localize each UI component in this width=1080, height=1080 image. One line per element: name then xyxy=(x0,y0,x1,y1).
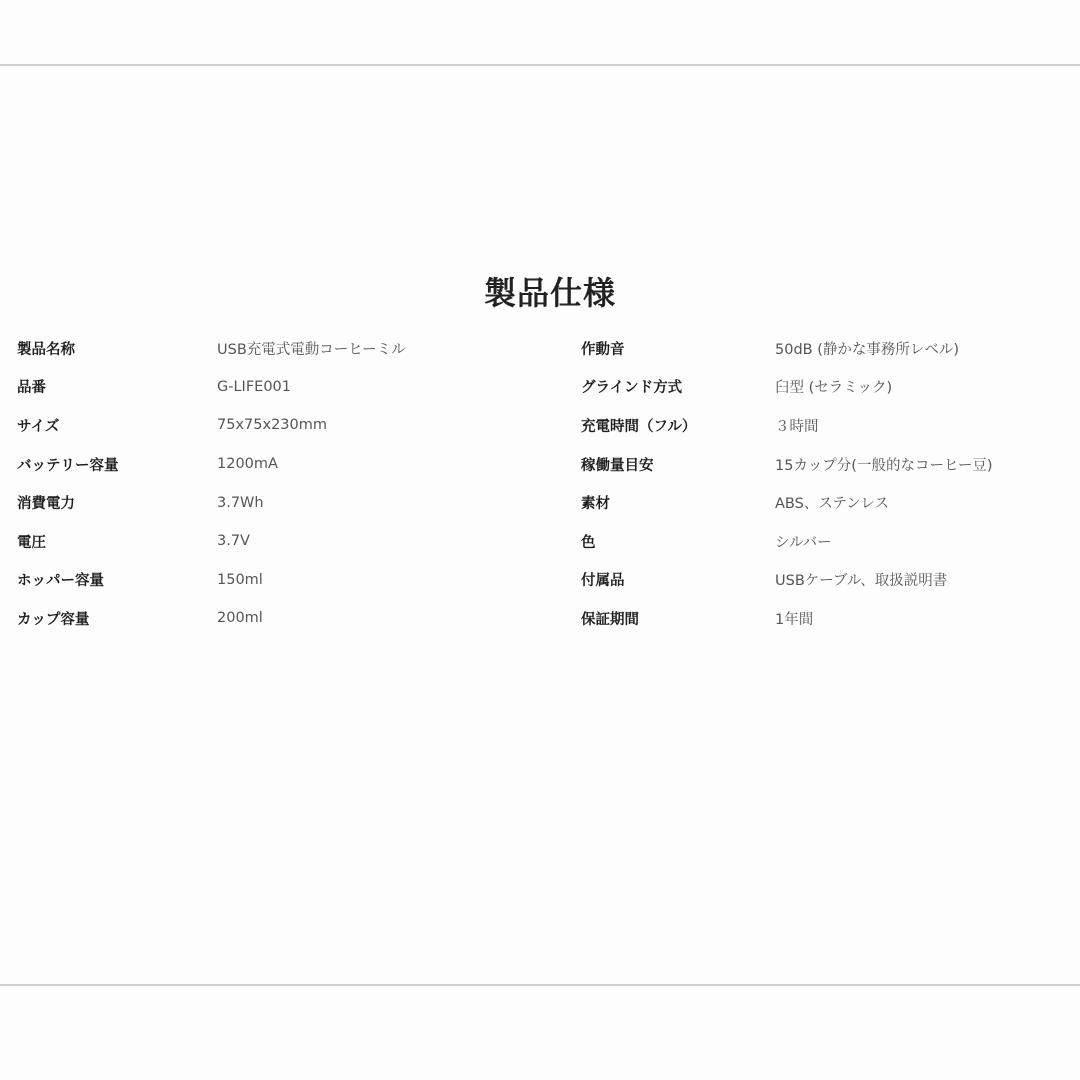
spec-label: サイズ xyxy=(17,418,60,435)
bottom-divider xyxy=(0,984,1080,986)
spec-row xyxy=(17,561,517,600)
spec-value: 1200mA xyxy=(217,456,278,473)
spec-label: バッテリー容量 xyxy=(17,457,119,474)
spec-label: グラインド方式 xyxy=(581,380,683,397)
spec-label: 消費電力 xyxy=(17,496,75,513)
spec-label: ホッパー容量 xyxy=(17,573,104,590)
spec-value: 3.7V xyxy=(217,533,250,550)
spec-value: 15カップ分(一般的なコーヒー豆) xyxy=(775,457,993,474)
spec-row xyxy=(581,329,1080,368)
spec-value: ３時間 xyxy=(775,418,819,435)
spec-label: 保証期間 xyxy=(581,611,639,628)
spec-row xyxy=(17,445,517,484)
spec-row xyxy=(17,368,517,407)
spec-value: 3.7Wh xyxy=(217,494,264,511)
spec-row xyxy=(581,445,1080,484)
spec-label: 作動音 xyxy=(581,341,625,358)
spec-value: 臼型 (セラミック) xyxy=(775,380,893,397)
spec-label: 充電時間（フル） xyxy=(581,418,697,435)
spec-row xyxy=(581,522,1080,561)
spec-label: 電圧 xyxy=(17,534,46,551)
page-title: 製品仕様 xyxy=(483,274,616,312)
spec-row xyxy=(581,406,1080,445)
spec-value: G-LIFE001 xyxy=(217,378,292,395)
spec-value: USBケーブル、取扱説明書 xyxy=(775,573,948,590)
spec-label: 付属品 xyxy=(581,573,625,590)
spec-row xyxy=(581,561,1080,600)
spec-value: USB充電式電動コーヒーミル xyxy=(217,341,406,358)
spec-row xyxy=(17,483,517,522)
spec-value: 200ml xyxy=(217,610,263,627)
spec-row xyxy=(17,406,517,445)
spec-label: 色 xyxy=(581,534,596,551)
spec-value: 1年間 xyxy=(775,611,814,628)
spec-row xyxy=(17,599,517,638)
spec-value: ABS、ステンレス xyxy=(775,496,890,513)
spec-label: 稼働量目安 xyxy=(581,457,654,474)
spec-row xyxy=(581,599,1080,638)
spec-label: 素材 xyxy=(581,496,610,513)
spec-label: 品番 xyxy=(17,380,46,397)
spec-row xyxy=(17,522,517,561)
spec-table-left xyxy=(17,329,517,638)
spec-row xyxy=(17,329,517,368)
spec-table-right xyxy=(581,329,1080,638)
spec-row xyxy=(581,368,1080,407)
top-divider xyxy=(0,64,1080,66)
spec-label: カップ容量 xyxy=(17,611,90,628)
spec-value: 150ml xyxy=(217,571,263,588)
spec-row xyxy=(581,483,1080,522)
spec-value: シルバー xyxy=(775,534,832,551)
spec-label: 製品名称 xyxy=(17,341,75,358)
spec-value: 75x75x230mm xyxy=(217,417,327,434)
spec-value: 50dB (静かな事務所レベル) xyxy=(775,341,960,358)
